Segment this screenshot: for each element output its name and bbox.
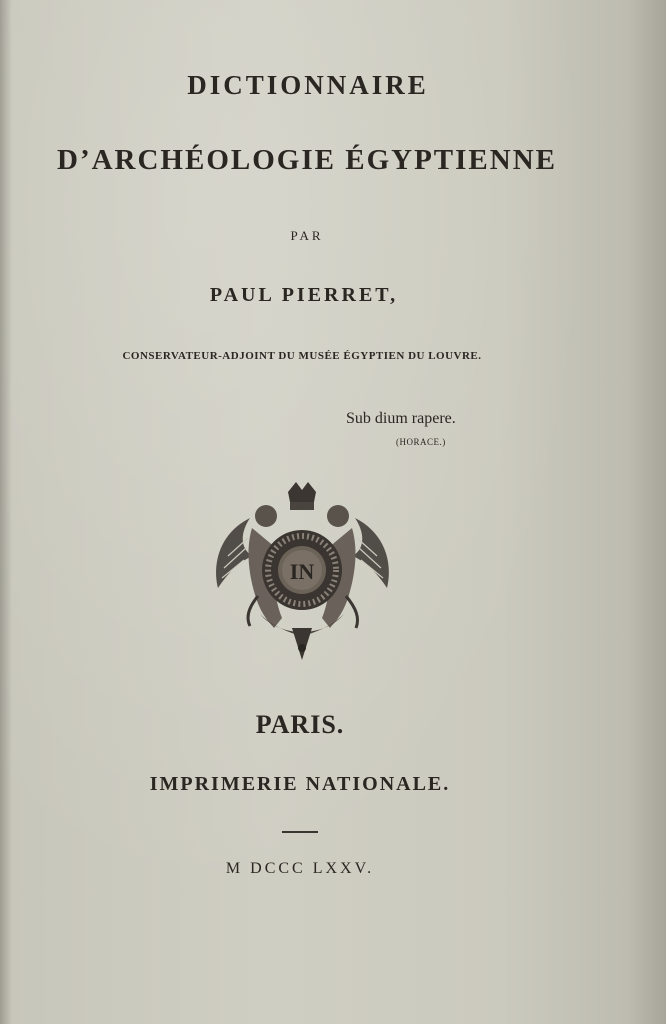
title-line-2: D’ARCHÉOLOGIE ÉGYPTIENNE [57, 144, 557, 176]
publication-city: PARIS. [255, 710, 345, 739]
author-affiliation: CONSERVATEUR-ADJOINT DU MUSÉE ÉGYPTIEN DU LOUVRE. [122, 350, 482, 362]
cherubs-medallion-icon [210, 478, 395, 663]
epigraph-source: (HORACE.) [396, 437, 446, 447]
author-name: PAUL PIERRET, [209, 284, 399, 306]
printer-name: IMPRIMERIE NATIONALE. [149, 773, 451, 795]
title-line-1: DICTIONNAIRE [187, 70, 429, 100]
publication-year: M DCCC LXXV. [225, 860, 375, 877]
epigraph: Sub dium rapere. [346, 410, 456, 427]
divider-rule [282, 831, 318, 833]
emblem-monogram: IN [289, 559, 315, 584]
by-line: PAR [290, 228, 324, 243]
